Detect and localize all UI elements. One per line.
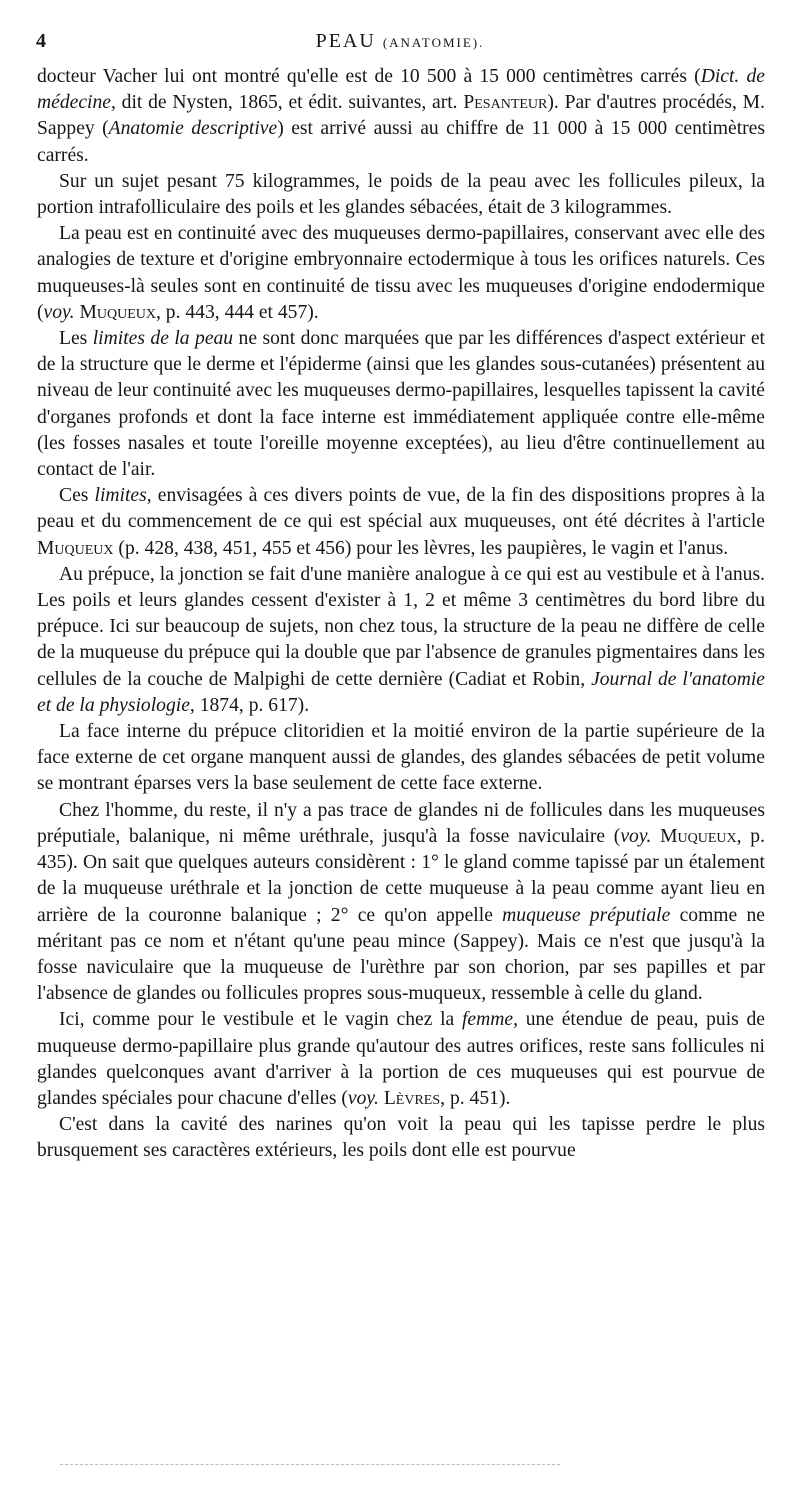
italic-text: Dict. de médecine, bbox=[37, 66, 765, 114]
smallcaps-text: Lèvres bbox=[383, 1087, 441, 1109]
italic-text: limites, bbox=[94, 485, 152, 507]
italic-text: voy. bbox=[43, 301, 75, 323]
italic-text: Anatomie descriptive bbox=[108, 118, 278, 140]
italic-text: voy. bbox=[620, 825, 652, 847]
text-run: Sur un sujet pesant 75 kilogrammes, le poids de la peau avec les follicules pileux, la portion intrafolliculaire des poils et les glandes sébacées, était de 3 kilogrammes. bbox=[37, 170, 765, 219]
paragraph bbox=[37, 483, 765, 562]
text-run: ne sont donc marquées que par les différences d'aspect extérieur et de la structure que le derme et l'épiderme (ainsi que les glandes sous-cutanées) présentent au niveau de leur continuité avec les muqueuses dermo-papillaires, lesquelles tapissent la cavité d'organes profonds et dont la face interne est immédiatement appliquée contre elle-même (les fosses nasales et toute l'oreille moyenne exceptées), au lieu d'être continuellement au contact de l'air. bbox=[37, 328, 765, 481]
text-run: docteur Vacher lui ont montré qu'elle est de 10 500 à 15 000 centimètres carrés ( bbox=[37, 66, 701, 87]
running-title-subtitle: (ANATOMIE). bbox=[382, 35, 485, 50]
italic-text: voy. bbox=[347, 1087, 379, 1109]
text-run: Ici, comme pour le vestibule et le vagin chez la bbox=[59, 1009, 462, 1031]
text-run: C'est dans la cavité des narines qu'on voit la peau qui les tapisse perdre le plus brusquement ses caractères extérieurs, les poils dont elle est pourvue bbox=[37, 1114, 765, 1162]
text-run: Au prépuce, la jonction se fait d'une manière analogue à ce qui est au vestibule et à l'anus. Les poils et leurs glandes cessent d'exister à 1, 2 et même 3 centimètres du bord libre du prépuce. Ici sur beaucoup de sujets, non chez tous, la structure de la peau ne diffère de celle de la muqueuse du prépuce qui la double que par l'absence de granules pigmentaires dans les cellules de la couche de Malpighi de cette dernière (Cadiat et Robin, bbox=[37, 563, 765, 690]
text-run bbox=[651, 826, 660, 847]
text-run: , p. 443, 444 et 457). bbox=[155, 301, 319, 323]
text-run: 1874, p. 617). bbox=[194, 694, 310, 716]
smallcaps-text: Muqueux bbox=[660, 825, 737, 847]
paragraph bbox=[37, 221, 765, 326]
text-run: Chez l'homme, du reste, il n'y a pas trace de glandes ni de follicules dans les muqueuses préputiale, balanique, ni même uréthrale, jusqu'à la fosse naviculaire ( bbox=[37, 799, 765, 847]
text-run: comme ne méritant pas ce nom et n'étant qu'une peau mince (Sappey). Mais ce n'est que jusqu'à la fosse naviculaire que la muqueuse de l'urèthre par son chorion, par ses papilles et par l'absence de glandes ou follicules propres sous-muqueux, ressemble à celle du gland. bbox=[37, 904, 765, 1005]
running-title bbox=[36, 30, 764, 53]
text-run: La face interne du prépuce clitoridien et la moitié environ de la partie supérieure de la face externe de cet organe manquent aussi de glandes, des glandes sébacées de petit volume se montrant éparses vers la base seulement de cette face externe. bbox=[37, 721, 765, 795]
italic-text: femme, bbox=[461, 1009, 518, 1031]
smallcaps-text: Muqueux bbox=[37, 537, 114, 559]
text-run: (p. 428, 438, 451, 455 et 456) pour les lèvres, les paupières, le vagin et l'anus. bbox=[113, 537, 729, 559]
paragraph bbox=[37, 169, 765, 221]
italic-text: Journal de l'anatomie et de la physiologie, bbox=[37, 668, 765, 716]
page-number: 4 bbox=[36, 30, 46, 52]
text-run: La peau est en continuité avec des muqueuses dermo-papillaires, conservant avec elle des analogies de texture et d'origine embryonnaire ectodermique à tous les orifices naturels. Ces muqueuses-là seules sont en continuité de tissu avec les muqueuses d'origine endodermique ( bbox=[37, 223, 765, 323]
text-run: Les bbox=[59, 328, 93, 350]
footer-rule bbox=[60, 1464, 560, 1465]
paragraph bbox=[37, 1112, 765, 1164]
text-run: ). Par d'autres procédés, M. Sappey ( bbox=[37, 92, 765, 140]
italic-text: muqueuse préputiale bbox=[502, 904, 671, 926]
text-run: une étendue de peau, puis de muqueuse dermo-papillaire plus grande qu'autour des autres orifices, reste sans follicules ni glandes quelconques avant d'arriver à la portion de ces muqueuses qui est pourvue de glandes spéciales pour chacune d'elles ( bbox=[37, 1009, 765, 1109]
running-header bbox=[36, 26, 764, 60]
italic-text: limites de la peau bbox=[92, 328, 234, 350]
paragraph bbox=[37, 64, 765, 169]
body-text bbox=[37, 64, 765, 1165]
smallcaps-text: Pesanteur bbox=[463, 92, 548, 114]
paragraph bbox=[37, 798, 765, 1008]
paragraph bbox=[37, 1007, 765, 1112]
text-run: dit de Nysten, 1865, et édit. suivantes, art. bbox=[115, 92, 464, 114]
paragraph bbox=[37, 719, 765, 798]
running-title-main: PEAU bbox=[315, 30, 376, 52]
text-run: , p. 435). On sait que quelques auteurs considèrent : 1° le gland comme tapissé par un étalement de la muqueuse uréthrale et la jonction de cette muqueuse à la peau comme ayant lieu en arrière de la couronne balanique ; 2° ce qu'on appelle bbox=[37, 825, 765, 926]
text-run: ) est arrivé aussi au chiffre de 11 000 à 15 000 centimètres carrés. bbox=[37, 118, 765, 166]
paragraph bbox=[37, 326, 765, 483]
text-run: , p. 451). bbox=[440, 1087, 511, 1109]
smallcaps-text: Muqueux bbox=[79, 301, 156, 323]
paragraph bbox=[37, 562, 765, 719]
text-run: envisagées à ces divers points de vue, de la fin des dispositions propres à la peau et du commencement de ce qui est spécial aux muqueuses, ont été décrites à l'article bbox=[37, 485, 765, 533]
text-run: Ces bbox=[59, 485, 95, 507]
